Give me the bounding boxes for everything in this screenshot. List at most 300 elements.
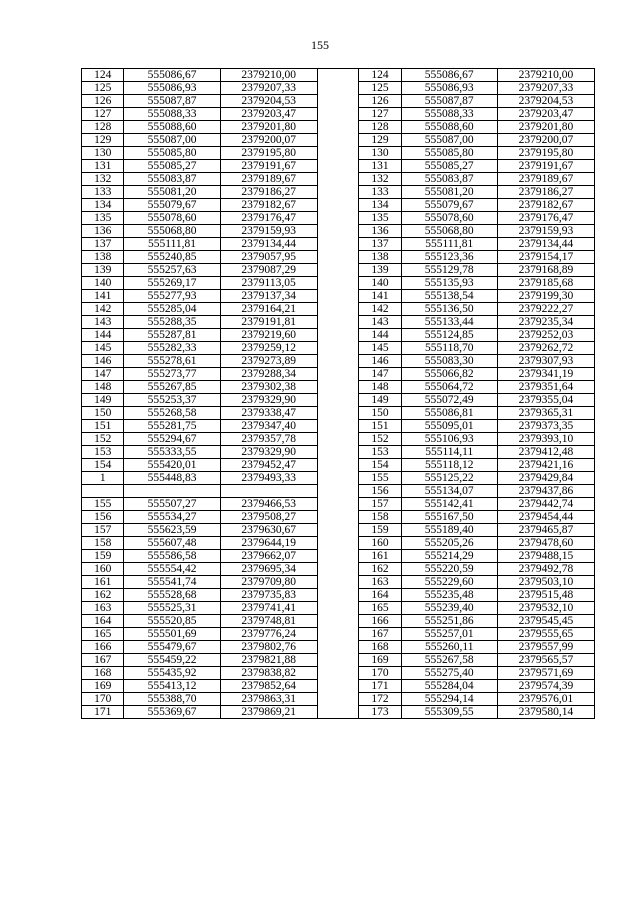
- right-point-number: 155: [359, 472, 401, 485]
- table-row: [82, 459, 595, 472]
- right-x-coordinate: 555118,70: [401, 342, 497, 355]
- right-x-coordinate: 555257,01: [401, 628, 497, 641]
- left-point-number: 151: [82, 420, 124, 433]
- table-row: [82, 654, 595, 667]
- right-x-coordinate: 555087,00: [401, 134, 497, 147]
- right-x-coordinate: 555214,29: [401, 550, 497, 563]
- left-x-coordinate: 555240,85: [124, 251, 220, 264]
- right-point-number: 170: [359, 667, 401, 680]
- column-gap: [317, 82, 358, 95]
- left-x-coordinate: 555085,27: [124, 160, 220, 173]
- left-x-coordinate: 555273,77: [124, 368, 220, 381]
- right-y-coordinate: 2379195,80: [497, 147, 594, 160]
- left-x-coordinate: 555081,20: [124, 186, 220, 199]
- left-point-number: 154: [82, 459, 124, 472]
- right-point-number: 151: [359, 420, 401, 433]
- left-y-coordinate: 2379338,47: [220, 407, 317, 420]
- column-gap: [317, 446, 358, 459]
- left-y-coordinate: [220, 485, 317, 498]
- right-point-number: 127: [359, 108, 401, 121]
- right-x-coordinate: 555078,60: [401, 212, 497, 225]
- left-y-coordinate: 2379852,64: [220, 680, 317, 693]
- right-x-coordinate: 555136,50: [401, 303, 497, 316]
- left-y-coordinate: 2379838,82: [220, 667, 317, 680]
- right-point-number: 142: [359, 303, 401, 316]
- table-row: [82, 368, 595, 381]
- right-y-coordinate: 2379154,17: [497, 251, 594, 264]
- column-gap: [317, 108, 358, 121]
- table-row: [82, 563, 595, 576]
- left-x-coordinate: 555525,31: [124, 602, 220, 615]
- left-y-coordinate: 2379466,53: [220, 498, 317, 511]
- right-y-coordinate: 2379442,74: [497, 498, 594, 511]
- right-y-coordinate: 2379576,01: [497, 693, 594, 706]
- column-gap: [317, 407, 358, 420]
- left-y-coordinate: 2379347,40: [220, 420, 317, 433]
- table-row: [82, 95, 595, 108]
- right-y-coordinate: 2379203,47: [497, 108, 594, 121]
- left-y-coordinate: 2379207,33: [220, 82, 317, 95]
- table-row: [82, 433, 595, 446]
- right-x-coordinate: 555294,14: [401, 693, 497, 706]
- column-gap: [317, 381, 358, 394]
- left-y-coordinate: 2379508,27: [220, 511, 317, 524]
- right-x-coordinate: 555135,93: [401, 277, 497, 290]
- left-x-coordinate: 555607,48: [124, 537, 220, 550]
- right-y-coordinate: 2379186,27: [497, 186, 594, 199]
- left-x-coordinate: 555267,85: [124, 381, 220, 394]
- table-row: [82, 212, 595, 225]
- left-x-coordinate: 555277,93: [124, 290, 220, 303]
- page-number: 155: [311, 38, 329, 52]
- left-y-coordinate: 2379203,47: [220, 108, 317, 121]
- right-point-number: 169: [359, 654, 401, 667]
- right-x-coordinate: 555220,59: [401, 563, 497, 576]
- column-gap: [317, 342, 358, 355]
- left-x-coordinate: 555623,59: [124, 524, 220, 537]
- left-point-number: 164: [82, 615, 124, 628]
- left-x-coordinate: 555282,33: [124, 342, 220, 355]
- right-y-coordinate: 2379134,44: [497, 238, 594, 251]
- right-x-coordinate: 555085,80: [401, 147, 497, 160]
- left-x-coordinate: 555083,87: [124, 173, 220, 186]
- right-point-number: 166: [359, 615, 401, 628]
- left-x-coordinate: 555333,55: [124, 446, 220, 459]
- right-point-number: 157: [359, 498, 401, 511]
- right-y-coordinate: 2379307,93: [497, 355, 594, 368]
- right-point-number: 136: [359, 225, 401, 238]
- left-point-number: 167: [82, 654, 124, 667]
- column-gap: [317, 316, 358, 329]
- table-row: [82, 316, 595, 329]
- table-row: [82, 186, 595, 199]
- right-point-number: 126: [359, 95, 401, 108]
- right-x-coordinate: 555229,60: [401, 576, 497, 589]
- left-y-coordinate: 2379176,47: [220, 212, 317, 225]
- table-row: [82, 667, 595, 680]
- right-point-number: 147: [359, 368, 401, 381]
- column-gap: [317, 511, 358, 524]
- left-point-number: 140: [82, 277, 124, 290]
- column-gap: [317, 238, 358, 251]
- table-row: [82, 589, 595, 602]
- right-point-number: 159: [359, 524, 401, 537]
- left-point-number: 160: [82, 563, 124, 576]
- right-point-number: 156: [359, 485, 401, 498]
- left-y-coordinate: 2379134,44: [220, 238, 317, 251]
- right-point-number: 167: [359, 628, 401, 641]
- right-point-number: 132: [359, 173, 401, 186]
- right-point-number: 150: [359, 407, 401, 420]
- table-row: [82, 537, 595, 550]
- left-x-coordinate: 555501,69: [124, 628, 220, 641]
- right-y-coordinate: 2379515,48: [497, 589, 594, 602]
- right-y-coordinate: 2379532,10: [497, 602, 594, 615]
- left-y-coordinate: 2379137,34: [220, 290, 317, 303]
- left-x-coordinate: 555086,67: [124, 69, 220, 82]
- right-point-number: 137: [359, 238, 401, 251]
- right-point-number: 128: [359, 121, 401, 134]
- left-point-number: 124: [82, 69, 124, 82]
- table-row: [82, 615, 595, 628]
- right-y-coordinate: 2379185,68: [497, 277, 594, 290]
- right-x-coordinate: 555085,27: [401, 160, 497, 173]
- table-row: [82, 108, 595, 121]
- table-row: [82, 342, 595, 355]
- right-x-coordinate: 555260,11: [401, 641, 497, 654]
- left-point-number: 169: [82, 680, 124, 693]
- right-point-number: 149: [359, 394, 401, 407]
- right-x-coordinate: 555123,36: [401, 251, 497, 264]
- column-gap: [317, 121, 358, 134]
- right-x-coordinate: 555114,11: [401, 446, 497, 459]
- column-gap: [317, 472, 358, 485]
- left-x-coordinate: 555520,85: [124, 615, 220, 628]
- left-x-coordinate: 555507,27: [124, 498, 220, 511]
- table-row: [82, 524, 595, 537]
- column-gap: [317, 576, 358, 589]
- table-row: [82, 641, 595, 654]
- left-x-coordinate: 555088,33: [124, 108, 220, 121]
- left-point-number: 128: [82, 121, 124, 134]
- left-y-coordinate: 2379259,12: [220, 342, 317, 355]
- table-row: [82, 199, 595, 212]
- column-gap: [317, 264, 358, 277]
- left-point-number: 1: [82, 472, 124, 485]
- left-y-coordinate: 2379210,00: [220, 69, 317, 82]
- left-point-number: 145: [82, 342, 124, 355]
- left-x-coordinate: 555285,04: [124, 303, 220, 316]
- left-x-coordinate: 555435,92: [124, 667, 220, 680]
- table-row: [82, 134, 595, 147]
- left-point-number: 143: [82, 316, 124, 329]
- right-point-number: 173: [359, 706, 401, 719]
- table-row: [82, 329, 595, 342]
- left-y-coordinate: 2379493,33: [220, 472, 317, 485]
- left-point-number: 135: [82, 212, 124, 225]
- right-point-number: 124: [359, 69, 401, 82]
- left-y-coordinate: 2379057,95: [220, 251, 317, 264]
- table-row: [82, 446, 595, 459]
- table-row: [82, 511, 595, 524]
- left-x-coordinate: 555420,01: [124, 459, 220, 472]
- table-row: [82, 173, 595, 186]
- right-y-coordinate: 2379557,99: [497, 641, 594, 654]
- left-y-coordinate: 2379821,88: [220, 654, 317, 667]
- column-gap: [317, 160, 358, 173]
- left-y-coordinate: 2379189,67: [220, 173, 317, 186]
- left-point-number: 144: [82, 329, 124, 342]
- left-y-coordinate: 2379869,21: [220, 706, 317, 719]
- column-gap: [317, 69, 358, 82]
- left-point-number: 132: [82, 173, 124, 186]
- right-x-coordinate: 555079,67: [401, 199, 497, 212]
- right-x-coordinate: 555072,49: [401, 394, 497, 407]
- left-x-coordinate: 555068,80: [124, 225, 220, 238]
- right-y-coordinate: 2379252,03: [497, 329, 594, 342]
- column-gap: [317, 706, 358, 719]
- table-row: [82, 69, 595, 82]
- right-point-number: 153: [359, 446, 401, 459]
- left-y-coordinate: 2379695,34: [220, 563, 317, 576]
- right-x-coordinate: 555095,01: [401, 420, 497, 433]
- left-y-coordinate: 2379201,80: [220, 121, 317, 134]
- left-point-number: 152: [82, 433, 124, 446]
- left-point-number: 136: [82, 225, 124, 238]
- right-x-coordinate: 555087,87: [401, 95, 497, 108]
- left-y-coordinate: 2379630,67: [220, 524, 317, 537]
- right-y-coordinate: 2379429,84: [497, 472, 594, 485]
- left-point-number: 163: [82, 602, 124, 615]
- column-gap: [317, 290, 358, 303]
- left-y-coordinate: 2379776,24: [220, 628, 317, 641]
- right-x-coordinate: 555142,41: [401, 498, 497, 511]
- right-point-number: 143: [359, 316, 401, 329]
- table-row: [82, 602, 595, 615]
- right-y-coordinate: 2379262,72: [497, 342, 594, 355]
- table-row: [82, 251, 595, 264]
- column-gap: [317, 485, 358, 498]
- right-y-coordinate: 2379454,44: [497, 511, 594, 524]
- column-gap: [317, 355, 358, 368]
- column-gap: [317, 251, 358, 264]
- right-point-number: 125: [359, 82, 401, 95]
- left-y-coordinate: 2379186,27: [220, 186, 317, 199]
- left-y-coordinate: 2379748,81: [220, 615, 317, 628]
- column-gap: [317, 368, 358, 381]
- table-row: [82, 225, 595, 238]
- right-y-coordinate: 2379545,45: [497, 615, 594, 628]
- left-x-coordinate: 555087,87: [124, 95, 220, 108]
- right-point-number: 134: [359, 199, 401, 212]
- left-point-number: 131: [82, 160, 124, 173]
- left-y-coordinate: 2379302,38: [220, 381, 317, 394]
- left-x-coordinate: 555388,70: [124, 693, 220, 706]
- left-y-coordinate: 2379191,81: [220, 316, 317, 329]
- left-y-coordinate: 2379204,53: [220, 95, 317, 108]
- right-y-coordinate: 2379207,33: [497, 82, 594, 95]
- column-gap: [317, 199, 358, 212]
- left-point-number: 165: [82, 628, 124, 641]
- left-y-coordinate: 2379863,31: [220, 693, 317, 706]
- left-point-number: 159: [82, 550, 124, 563]
- right-point-number: 146: [359, 355, 401, 368]
- left-y-coordinate: 2379182,67: [220, 199, 317, 212]
- left-y-coordinate: 2379164,21: [220, 303, 317, 316]
- left-y-coordinate: 2379087,29: [220, 264, 317, 277]
- left-point-number: 134: [82, 199, 124, 212]
- table-row: [82, 576, 595, 589]
- right-point-number: 129: [359, 134, 401, 147]
- right-x-coordinate: 555239,40: [401, 602, 497, 615]
- table-row: [82, 498, 595, 511]
- left-x-coordinate: 555278,61: [124, 355, 220, 368]
- right-y-coordinate: 2379393,10: [497, 433, 594, 446]
- column-gap: [317, 95, 358, 108]
- table-row: [82, 303, 595, 316]
- right-y-coordinate: 2379478,60: [497, 537, 594, 550]
- column-gap: [317, 186, 358, 199]
- right-x-coordinate: 555284,04: [401, 680, 497, 693]
- left-x-coordinate: 555281,75: [124, 420, 220, 433]
- left-x-coordinate: 555086,93: [124, 82, 220, 95]
- left-x-coordinate: 555586,58: [124, 550, 220, 563]
- right-point-number: 164: [359, 589, 401, 602]
- right-y-coordinate: 2379191,67: [497, 160, 594, 173]
- column-gap: [317, 459, 358, 472]
- table-row: [82, 82, 595, 95]
- right-y-coordinate: 2379503,10: [497, 576, 594, 589]
- right-y-coordinate: 2379182,67: [497, 199, 594, 212]
- right-x-coordinate: 555309,55: [401, 706, 497, 719]
- table-row: [82, 472, 595, 485]
- table-row: [82, 485, 595, 498]
- left-x-coordinate: [124, 485, 220, 498]
- column-gap: [317, 524, 358, 537]
- table-row: [82, 277, 595, 290]
- column-gap: [317, 277, 358, 290]
- left-point-number: 162: [82, 589, 124, 602]
- right-x-coordinate: 555111,81: [401, 238, 497, 251]
- right-point-number: 171: [359, 680, 401, 693]
- left-x-coordinate: 555459,22: [124, 654, 220, 667]
- column-gap: [317, 654, 358, 667]
- left-x-coordinate: 555541,74: [124, 576, 220, 589]
- left-point-number: 127: [82, 108, 124, 121]
- column-gap: [317, 394, 358, 407]
- right-y-coordinate: 2379365,31: [497, 407, 594, 420]
- right-y-coordinate: 2379421,16: [497, 459, 594, 472]
- right-x-coordinate: 555086,67: [401, 69, 497, 82]
- right-point-number: 140: [359, 277, 401, 290]
- right-y-coordinate: 2379465,87: [497, 524, 594, 537]
- right-y-coordinate: 2379555,65: [497, 628, 594, 641]
- right-x-coordinate: 555086,81: [401, 407, 497, 420]
- right-x-coordinate: 555106,93: [401, 433, 497, 446]
- right-point-number: 135: [359, 212, 401, 225]
- left-y-coordinate: 2379288,34: [220, 368, 317, 381]
- table-row: [82, 394, 595, 407]
- left-y-coordinate: 2379329,90: [220, 394, 317, 407]
- left-point-number: [82, 485, 124, 498]
- right-y-coordinate: 2379168,89: [497, 264, 594, 277]
- right-y-coordinate: 2379373,35: [497, 420, 594, 433]
- right-x-coordinate: 555205,26: [401, 537, 497, 550]
- left-point-number: 129: [82, 134, 124, 147]
- left-y-coordinate: 2379357,78: [220, 433, 317, 446]
- left-y-coordinate: 2379644,19: [220, 537, 317, 550]
- column-gap: [317, 498, 358, 511]
- column-gap: [317, 173, 358, 186]
- left-y-coordinate: 2379709,80: [220, 576, 317, 589]
- table-row: [82, 693, 595, 706]
- coordinates-table: [81, 68, 595, 719]
- left-x-coordinate: 555085,80: [124, 147, 220, 160]
- right-point-number: 144: [359, 329, 401, 342]
- left-point-number: 125: [82, 82, 124, 95]
- right-point-number: 133: [359, 186, 401, 199]
- left-x-coordinate: 555078,60: [124, 212, 220, 225]
- left-point-number: 142: [82, 303, 124, 316]
- right-point-number: 139: [359, 264, 401, 277]
- left-point-number: 168: [82, 667, 124, 680]
- left-x-coordinate: 555268,58: [124, 407, 220, 420]
- right-y-coordinate: 2379580,14: [497, 706, 594, 719]
- right-point-number: 168: [359, 641, 401, 654]
- right-point-number: 145: [359, 342, 401, 355]
- right-point-number: 163: [359, 576, 401, 589]
- table-row: [82, 264, 595, 277]
- right-x-coordinate: 555088,60: [401, 121, 497, 134]
- right-point-number: 162: [359, 563, 401, 576]
- column-gap: [317, 667, 358, 680]
- left-point-number: 171: [82, 706, 124, 719]
- right-x-coordinate: 555134,07: [401, 485, 497, 498]
- column-gap: [317, 329, 358, 342]
- left-x-coordinate: 555534,27: [124, 511, 220, 524]
- left-y-coordinate: 2379191,67: [220, 160, 317, 173]
- table-row: [82, 628, 595, 641]
- column-gap: [317, 134, 358, 147]
- left-x-coordinate: 555294,67: [124, 433, 220, 446]
- right-y-coordinate: 2379176,47: [497, 212, 594, 225]
- left-point-number: 148: [82, 381, 124, 394]
- right-x-coordinate: 555124,85: [401, 329, 497, 342]
- column-gap: [317, 212, 358, 225]
- table-row: [82, 680, 595, 693]
- left-point-number: 153: [82, 446, 124, 459]
- right-y-coordinate: 2379159,93: [497, 225, 594, 238]
- right-x-coordinate: 555138,54: [401, 290, 497, 303]
- left-x-coordinate: 555287,81: [124, 329, 220, 342]
- column-gap: [317, 420, 358, 433]
- right-y-coordinate: 2379565,57: [497, 654, 594, 667]
- left-point-number: 150: [82, 407, 124, 420]
- left-point-number: 141: [82, 290, 124, 303]
- left-point-number: 137: [82, 238, 124, 251]
- left-point-number: 139: [82, 264, 124, 277]
- left-x-coordinate: 555288,35: [124, 316, 220, 329]
- table-row: [82, 238, 595, 251]
- table-row: [82, 706, 595, 719]
- column-gap: [317, 550, 358, 563]
- right-y-coordinate: 2379412,48: [497, 446, 594, 459]
- right-y-coordinate: 2379341,19: [497, 368, 594, 381]
- table-row: [82, 160, 595, 173]
- right-x-coordinate: 555251,86: [401, 615, 497, 628]
- left-point-number: 161: [82, 576, 124, 589]
- right-y-coordinate: 2379235,34: [497, 316, 594, 329]
